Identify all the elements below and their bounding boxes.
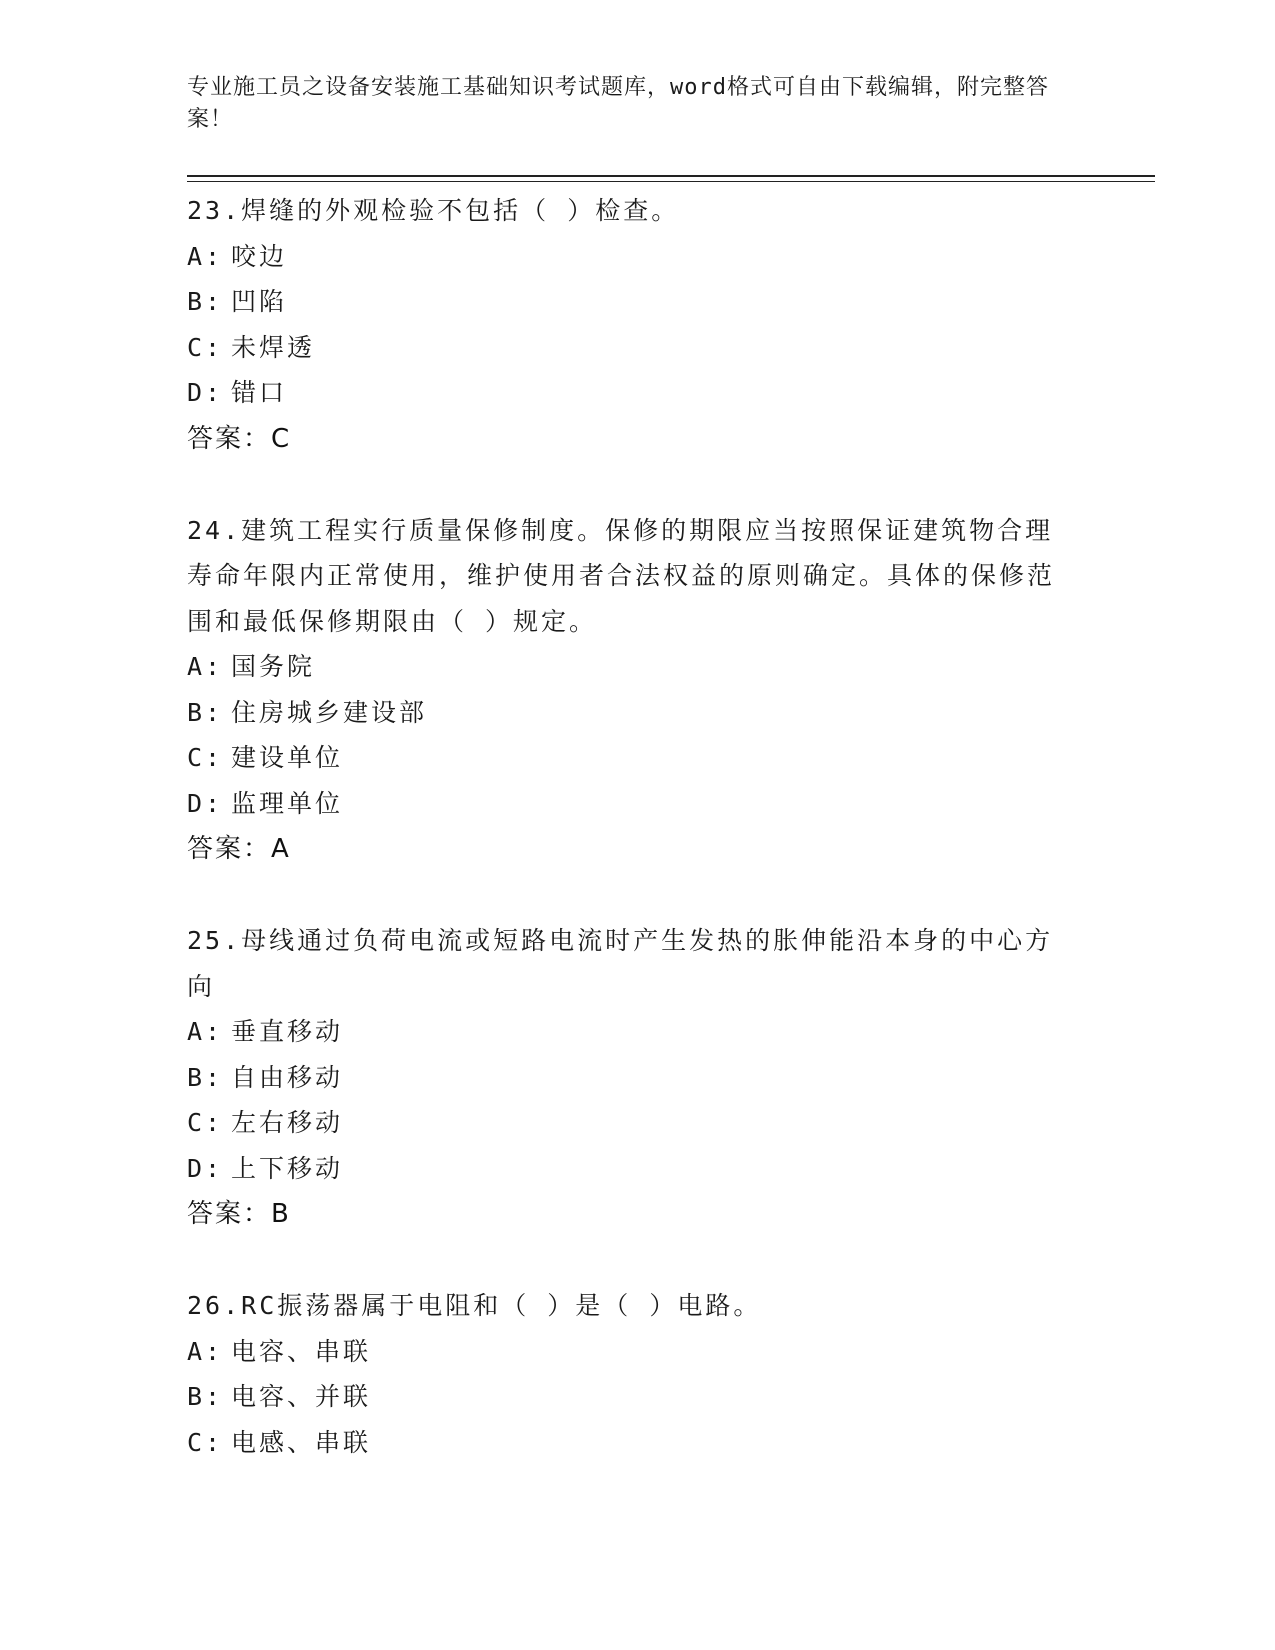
option-letter: A: [187,241,224,271]
option-letter: B: [187,1382,224,1411]
option-text: 监理单位 [231,788,344,818]
answer-label: 答案： [187,1199,272,1229]
question-24 [187,508,1087,873]
option-text: 上下移动 [231,1153,344,1183]
answer-value: B [271,1199,291,1229]
option-letter: B: [187,287,224,316]
question-list [187,188,1087,1465]
header-divider-thin [187,181,1155,182]
option-text: 左右移动 [231,1108,344,1137]
option-text: 电感、串联 [231,1427,372,1457]
answer-line [187,1191,1087,1237]
option-text: 咬边 [231,241,288,271]
option-c [187,1100,1087,1146]
option-letter: D: [187,788,224,818]
answer-value: C [271,423,292,454]
option-b [187,1374,1087,1420]
option-b [187,690,1087,736]
option-a [187,234,1087,280]
option-d [187,370,1087,416]
option-text: 国务院 [231,652,316,681]
option-text: 垂直移动 [231,1017,344,1046]
answer-label: 答案： [187,834,272,864]
option-letter: A: [187,652,224,681]
option-letter: C: [187,743,224,772]
option-text: 凹陷 [231,287,288,316]
option-d [187,781,1087,827]
option-letter: B: [187,1062,224,1092]
option-text: 错口 [231,378,288,407]
option-letter: C: [187,1108,224,1137]
option-text: 住房城乡建设部 [231,697,428,727]
option-letter: A: [187,1017,224,1046]
option-letter: D: [187,1153,224,1183]
option-text: 自由移动 [231,1062,344,1092]
option-letter: D: [187,378,224,407]
option-text: 电容、串联 [231,1336,372,1366]
question-stem: 24.建筑工程实行质量保修制度。保修的期限应当按照保证建筑物合理寿命年限内正常使用，维护使用者合法权益的原则确定。具体的保修范围和最低保修期限由（ ）规定。 [187,515,1056,636]
option-letter: B: [187,697,224,727]
header-divider-thick [187,175,1155,177]
question-26 [187,1283,1087,1465]
question-25 [187,918,1087,1237]
option-a [187,644,1087,690]
option-c [187,1420,1087,1466]
option-letter: A: [187,1336,224,1366]
option-b [187,279,1087,325]
question-23 [187,188,1087,462]
answer-label: 答案： [187,423,272,454]
option-b [187,1055,1087,1101]
option-letter: C: [187,332,224,362]
answer-line [187,416,1087,462]
answer-value: A [271,834,291,864]
question-stem: 23.焊缝的外观检验不包括（ ）检查。 [187,196,680,225]
option-c [187,325,1087,371]
option-text: 建设单位 [231,743,344,772]
option-c [187,735,1087,781]
option-a [187,1009,1087,1055]
option-text: 未焊透 [231,332,316,362]
question-stem: 25.母线通过负荷电流或短路电流时产生发热的胀伸能沿本身的中心方向 [187,926,1054,1001]
option-a [187,1329,1087,1375]
option-d [187,1146,1087,1192]
option-letter: C: [187,1427,224,1457]
document-header: 专业施工员之设备安装施工基础知识考试题库，word格式可自由下载编辑，附完整答案！ [187,75,1049,132]
answer-line [187,826,1087,872]
question-stem: 26.RC振荡器属于电阻和（ ）是（ ）电路。 [187,1291,762,1320]
option-text: 电容、并联 [231,1382,372,1411]
